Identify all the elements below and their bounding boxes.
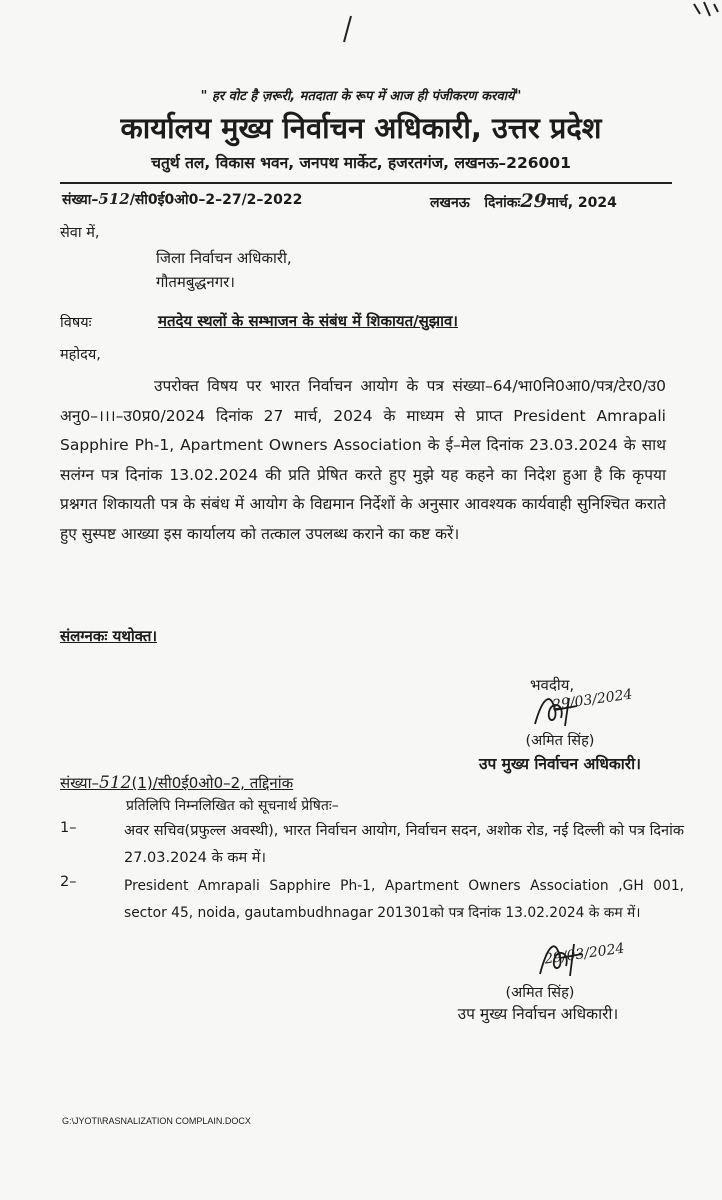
copy-item-number: 2– (60, 874, 77, 890)
signature-1-date: 29/03/2024 (551, 686, 634, 714)
handwritten-date-day: 29 (520, 190, 547, 212)
file-path: G:\JYOTI\RASNALIZATION COMPLAIN.DOCX (62, 1116, 251, 1126)
enclosure-note: संलग्नकः यथोक्त। (60, 627, 158, 645)
greeting: महोदय, (60, 347, 101, 363)
signature-1-name: (अमित सिंह) (525, 733, 595, 749)
office-title: कार्यालय मुख्य निर्वाचन अधिकारी, उत्तर प्रदेश (120, 111, 602, 145)
pen-mark-corner (690, 0, 722, 22)
header-divider (60, 182, 672, 184)
copy-item-text: अवर सचिव(प्रफुल्ल अवस्थी), भारत निर्वाचन आयोग, निर्वाचन सदन, अशोक रोड, नई दिल्ली को पत्र दिनांक 27.03.2024 के कम में। (124, 823, 684, 866)
copy-reference: संख्या–512(1)/सी0ई0ओ0–2, तद्दिनांक (60, 773, 294, 793)
signature-2-date: 29/03/2024 (543, 940, 626, 968)
signature-1-designation: उप मुख्य निर्वाचन अधिकारी। (478, 755, 642, 773)
office-address: चतुर्थ तल, विकास भवन, जनपथ मार्केट, हजरतगंज, लखनऊ–226001 (151, 154, 571, 172)
subject-text: मतदेय स्थलों के सम्भाजन के संबंध में शिकायत/सुझाव। (158, 312, 458, 330)
handwritten-ref-number: 512 (98, 190, 130, 208)
to-label: सेवा में, (60, 225, 100, 241)
subject-label: विषयः (60, 315, 92, 331)
slogan: " हर वोट है ज़रूरी, मतदाता के रूप में आज ही पंजीकरण करवायें" (200, 89, 522, 104)
reference-number: संख्या–512/सी0ई0ओ0–2–27/2–2022 (62, 190, 303, 208)
copy-item-text: President Amrapali Sapphire Ph-1, Apartment Owners Association ,GH 001, sector 45, noida, gautambudhnagar 201301को पत्र दिनांक 13.02.2024 के कम में। (124, 878, 684, 921)
handwritten-copy-number: 512 (99, 773, 132, 793)
signature-2-name: (अमित सिंह) (505, 985, 575, 1001)
body-paragraph: उपरोक्त विषय पर भारत निर्वाचन आयोग के पत्र संख्या–64/भा0नि0आ0/पत्र/टेर0/उ0 अनु0–।।।–उ0प्र0/2024 दिनांक 27 मार्च, 2024 के माध्यम से प्राप्त President Amrapali Sapphire Ph-1, Apartment Owners Association के ई–मेल दिनांक 23.03.2024 के साथ सलंग्न पत्र दिनांक 13.02.2024 की प्रति प्रेषित करते हुए मुझे यह कहने का निदेश हुआ है कि कृपया प्रश्नगत शिकायती पत्र के संबंध में आयोग के विद्यमान निर्देशों के अनुसार आवश्यक कार्यवाही सुनिश्चित कराते हुए सुस्पष्ट आख्या इस कार्यालय को तत्काल उपलब्ध कराने का कष्ट करें। (60, 377, 666, 543)
copy-intro: प्रतिलिपि निम्नलिखित को सूचनार्थ प्रेषितः– (126, 798, 339, 814)
letter-date: लखनऊ दिनांकः29मार्च, 2024 (430, 190, 617, 212)
closing: भवदीय, (530, 676, 575, 694)
addressee: जिला निर्वाचन अधिकारी, गौतमबुद्धनगर। (156, 249, 292, 291)
pen-mark-top (340, 14, 354, 44)
copy-item-number: 1– (60, 820, 77, 836)
signature-2-designation: उप मुख्य निर्वाचन अधिकारी। (457, 1005, 619, 1023)
